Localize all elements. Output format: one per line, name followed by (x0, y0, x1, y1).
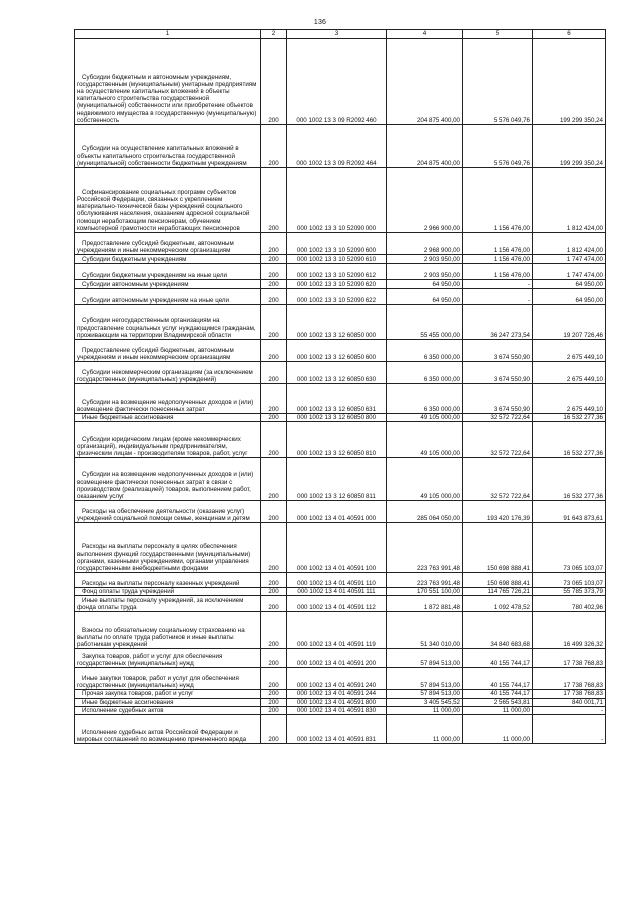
table-row (75, 501, 606, 523)
item-name: Иные бюджетные ассигнования (75, 414, 261, 422)
item-name: Софинансирование социальных программ субъектов Российской Федерации, связанных с укреплением материально-технической базы учреждений социального обслуживания населения, оказанием адресной социальной помощи неработающим пенсионерам, обучением компьютерной грамотности неработающих пенсионеров (75, 168, 261, 233)
approved-amount: 49 105 000,00 (387, 458, 463, 501)
executed-amount: 3 674 550,90 (463, 340, 533, 362)
item-name: Предоставление субсидий бюджетным, автономным учреждениям и иным некоммерческим организациям (75, 233, 261, 255)
table-row (75, 649, 606, 668)
line-code: 200 (261, 690, 287, 698)
unexecuted-amount: 19 207 726,46 (533, 305, 606, 340)
executed-amount: 2 565 543,81 (463, 698, 533, 706)
item-name: Иные бюджетные ассигнования (75, 698, 261, 706)
approved-amount: 3 405 545,52 (387, 698, 463, 706)
budget-classification-code: 000 1002 13 3 10 52090 620 (287, 280, 387, 289)
line-code: 200 (261, 233, 287, 255)
approved-amount: 6 350 000,00 (387, 384, 463, 414)
approved-amount: 6 350 000,00 (387, 340, 463, 362)
unexecuted-amount: 17 738 768,83 (533, 690, 606, 698)
unexecuted-amount: 199 299 350,24 (533, 39, 606, 125)
approved-amount: 1 872 881,48 (387, 596, 463, 612)
executed-amount: 40 155 744,17 (463, 649, 533, 668)
line-code: 200 (261, 39, 287, 125)
line-code: 200 (261, 362, 287, 384)
budget-classification-code: 000 1002 13 3 12 60850 630 (287, 362, 387, 384)
item-name: Субсидии бюджетным и автономным учреждениям, государственным (муниципальным) унитарным предприятиям на осуществление капитальных вложений в объекты капитального строительства государственной (муниципальной) собственности или приобретение объектов недвижимого имущества в государственную (муниципальную) собственность (75, 39, 261, 125)
approved-amount: 285 064 050,00 (387, 501, 463, 523)
budget-classification-code: 000 1002 13 4 01 40591 112 (287, 596, 387, 612)
executed-amount: - (463, 280, 533, 289)
item-name: Иные выплаты персоналу учреждений, за исключением фонда оплаты труда (75, 596, 261, 612)
unexecuted-amount: 91 643 873,61 (533, 501, 606, 523)
unexecuted-amount: - (533, 706, 606, 714)
table-row (75, 612, 606, 649)
budget-classification-code: 000 1002 13 4 01 40591 110 (287, 573, 387, 588)
unexecuted-amount: 64 950,00 (533, 280, 606, 289)
budget-classification-code: 000 1002 13 4 01 40591 000 (287, 501, 387, 523)
line-code: 200 (261, 596, 287, 612)
unexecuted-amount: 17 738 768,83 (533, 668, 606, 690)
table-row (75, 168, 606, 233)
executed-amount: 5 576 049,76 (463, 39, 533, 125)
approved-amount: 51 340 010,00 (387, 612, 463, 649)
executed-amount: 32 572 722,64 (463, 414, 533, 422)
item-name: Субсидии бюджетным учреждениям (75, 255, 261, 264)
approved-amount: 2 968 900,00 (387, 233, 463, 255)
item-name: Субсидии автономным учреждениям на иные цели (75, 289, 261, 305)
item-name: Субсидии на осуществление капитальных вложений в объекты капитального строительства государственной (муниципальной) собственности бюджетным учреждениям (75, 125, 261, 168)
table-row (75, 305, 606, 340)
executed-amount: 1 156 476,00 (463, 233, 533, 255)
approved-amount: 64 950,00 (387, 289, 463, 305)
table-row (75, 414, 606, 422)
table-row (75, 706, 606, 714)
unexecuted-amount: - (533, 715, 606, 744)
executed-amount: 36 247 273,54 (463, 305, 533, 340)
table-row (75, 289, 606, 305)
table-row (75, 384, 606, 414)
line-code: 200 (261, 289, 287, 305)
item-name: Субсидии негосударственным организациям на предоставление социальных услуг нуждающимся гражданам, проживающим на территории Владимирской области (75, 305, 261, 340)
budget-classification-code: 000 1002 13 3 09 R2092 464 (287, 125, 387, 168)
approved-amount: 57 894 513,00 (387, 690, 463, 698)
approved-amount: 204 875 400,00 (387, 39, 463, 125)
table-row (75, 264, 606, 280)
approved-amount: 49 105 000,00 (387, 422, 463, 458)
executed-amount: 1 156 476,00 (463, 255, 533, 264)
executed-amount: 5 576 049,76 (463, 125, 533, 168)
unexecuted-amount: 2 675 449,10 (533, 384, 606, 414)
line-code: 200 (261, 501, 287, 523)
approved-amount: 57 894 513,00 (387, 649, 463, 668)
approved-amount: 170 551 100,00 (387, 588, 463, 596)
item-name: Субсидии автономным учреждениям (75, 280, 261, 289)
approved-amount: 64 950,00 (387, 280, 463, 289)
line-code: 200 (261, 414, 287, 422)
page-number: 136 (313, 19, 327, 26)
unexecuted-amount: 1 812 424,00 (533, 233, 606, 255)
budget-classification-code: 000 1002 13 4 01 40591 119 (287, 612, 387, 649)
budget-classification-code: 000 1002 13 3 10 52090 600 (287, 233, 387, 255)
executed-amount: 114 765 726,21 (463, 588, 533, 596)
table-row (75, 668, 606, 690)
approved-amount: 2 903 950,00 (387, 255, 463, 264)
table-row (75, 458, 606, 501)
column-number-header (75, 30, 606, 39)
unexecuted-amount: 16 532 277,36 (533, 422, 606, 458)
approved-amount: 6 350 000,00 (387, 362, 463, 384)
unexecuted-amount: 199 299 350,24 (533, 125, 606, 168)
unexecuted-amount: 840 001,71 (533, 698, 606, 706)
approved-amount: 204 875 400,00 (387, 125, 463, 168)
item-name: Фонд оплаты труда учреждений (75, 588, 261, 596)
unexecuted-amount: 780 402,96 (533, 596, 606, 612)
budget-report-table (74, 29, 606, 744)
approved-amount: 2 966 900,00 (387, 168, 463, 233)
approved-amount: 223 763 991,48 (387, 573, 463, 588)
table-row (75, 125, 606, 168)
budget-classification-code: 000 1002 13 4 01 40591 800 (287, 698, 387, 706)
budget-classification-code: 000 1002 13 3 10 52090 610 (287, 255, 387, 264)
line-code: 200 (261, 715, 287, 744)
budget-classification-code: 000 1002 13 4 01 40591 111 (287, 588, 387, 596)
unexecuted-amount: 55 785 373,79 (533, 588, 606, 596)
approved-amount: 223 763 991,48 (387, 523, 463, 573)
table-row (75, 588, 606, 596)
item-name: Исполнение судебных актов (75, 706, 261, 714)
line-code: 200 (261, 264, 287, 280)
executed-amount: 3 674 550,90 (463, 384, 533, 414)
item-name: Субсидии некоммерческим организациям (за исключением государственных (муниципальных) учреждений) (75, 362, 261, 384)
budget-classification-code: 000 1002 13 4 01 40591 200 (287, 649, 387, 668)
budget-classification-code: 000 1002 13 4 01 40591 830 (287, 706, 387, 714)
approved-amount: 11 000,00 (387, 706, 463, 714)
approved-amount: 49 105 000,00 (387, 414, 463, 422)
report-body (75, 39, 606, 744)
unexecuted-amount: 64 950,00 (533, 289, 606, 305)
executed-amount: 150 698 888,41 (463, 523, 533, 573)
column-header-1: 1 (75, 30, 261, 39)
budget-classification-code: 000 1002 13 4 01 40591 244 (287, 690, 387, 698)
unexecuted-amount: 1 747 474,00 (533, 264, 606, 280)
approved-amount: 57 894 513,00 (387, 668, 463, 690)
budget-classification-code: 000 1002 13 3 10 52090 612 (287, 264, 387, 280)
unexecuted-amount: 73 065 103,07 (533, 573, 606, 588)
line-code: 200 (261, 573, 287, 588)
budget-classification-code: 000 1002 13 3 10 52090 622 (287, 289, 387, 305)
budget-classification-code: 000 1002 13 3 12 60850 600 (287, 340, 387, 362)
item-name: Расходы на обеспечение деятельности (оказание услуг) учреждений социальной помощи семье, женщинам и детям (75, 501, 261, 523)
executed-amount: 150 698 888,41 (463, 573, 533, 588)
column-header-4: 4 (387, 30, 463, 39)
unexecuted-amount: 1 812 424,00 (533, 168, 606, 233)
executed-amount: 40 155 744,17 (463, 668, 533, 690)
unexecuted-amount: 16 532 277,36 (533, 414, 606, 422)
budget-classification-code: 000 1002 13 3 12 60850 800 (287, 414, 387, 422)
item-name: Прочая закупка товаров, работ и услуг (75, 690, 261, 698)
line-code: 200 (261, 168, 287, 233)
executed-amount: - (463, 289, 533, 305)
budget-classification-code: 000 1002 13 4 01 40591 831 (287, 715, 387, 744)
table-row (75, 39, 606, 125)
item-name: Расходы на выплаты персоналу в целях обеспечения выполнения функций государственными (муниципальными) органами, казенными учреждениями, органами управления государственными внебюджетными фондами (75, 523, 261, 573)
item-name: Взносы по обязательному социальному страхованию на выплаты по оплате труда работников и иные выплаты работникам учреждений (75, 612, 261, 649)
executed-amount: 1 156 476,00 (463, 168, 533, 233)
budget-classification-code: 000 1002 13 3 12 60850 631 (287, 384, 387, 414)
executed-amount: 1 156 476,00 (463, 264, 533, 280)
executed-amount: 32 572 722,64 (463, 458, 533, 501)
table-row (75, 362, 606, 384)
approved-amount: 2 903 950,00 (387, 264, 463, 280)
line-code: 200 (261, 422, 287, 458)
executed-amount: 193 420 176,39 (463, 501, 533, 523)
item-name: Субсидии бюджетным учреждениям на иные цели (75, 264, 261, 280)
table-row (75, 340, 606, 362)
item-name: Субсидии на возмещение недополученных доходов и (или) возмещение фактически понесенных затрат в связи с производством (реализацией) товаров, выполнением работ, оказанием услуг (75, 458, 261, 501)
unexecuted-amount: 2 675 449,10 (533, 340, 606, 362)
line-code: 200 (261, 384, 287, 414)
line-code: 200 (261, 668, 287, 690)
executed-amount: 1 092 478,52 (463, 596, 533, 612)
line-code: 200 (261, 588, 287, 596)
item-name: Расходы на выплаты персоналу казенных учреждений (75, 573, 261, 588)
line-code: 200 (261, 612, 287, 649)
column-header-5: 5 (463, 30, 533, 39)
budget-classification-code: 000 1002 13 4 01 40591 100 (287, 523, 387, 573)
table-row (75, 233, 606, 255)
budget-classification-code: 000 1002 13 4 01 40591 240 (287, 668, 387, 690)
line-code: 200 (261, 255, 287, 264)
column-header-6: 6 (533, 30, 606, 39)
executed-amount: 3 674 550,90 (463, 362, 533, 384)
item-name: Субсидии юридическим лицам (кроме некоммерческих организаций), индивидуальным предпринимателям, физическим лицам - производителям товаров, работ, услуг (75, 422, 261, 458)
executed-amount: 40 155 744,17 (463, 690, 533, 698)
table-row (75, 523, 606, 573)
table-row (75, 698, 606, 706)
budget-classification-code: 000 1002 13 3 12 60850 811 (287, 458, 387, 501)
item-name: Исполнение судебных актов Российской Федерации и мировых соглашений по возмещению причиненного вреда (75, 715, 261, 744)
unexecuted-amount: 16 499 326,32 (533, 612, 606, 649)
column-header-3: 3 (287, 30, 387, 39)
budget-classification-code: 000 1002 13 3 09 R2092 460 (287, 39, 387, 125)
column-header-2: 2 (261, 30, 287, 39)
executed-amount: 34 840 683,68 (463, 612, 533, 649)
unexecuted-amount: 17 738 768,83 (533, 649, 606, 668)
table-row (75, 690, 606, 698)
line-code: 200 (261, 458, 287, 501)
budget-classification-code: 000 1002 13 3 12 60850 810 (287, 422, 387, 458)
approved-amount: 11 000,00 (387, 715, 463, 744)
table-row (75, 280, 606, 289)
line-code: 200 (261, 649, 287, 668)
budget-classification-code: 000 1002 13 3 10 52090 000 (287, 168, 387, 233)
table-row (75, 596, 606, 612)
table-row (75, 422, 606, 458)
unexecuted-amount: 1 747 474,00 (533, 255, 606, 264)
item-name: Предоставление субсидий бюджетным, автономным учреждениям и иным некоммерческим организациям (75, 340, 261, 362)
budget-classification-code: 000 1002 13 3 12 60850 000 (287, 305, 387, 340)
executed-amount: 32 572 722,64 (463, 422, 533, 458)
line-code: 200 (261, 340, 287, 362)
unexecuted-amount: 16 532 277,36 (533, 458, 606, 501)
line-code: 200 (261, 305, 287, 340)
line-code: 200 (261, 523, 287, 573)
line-code: 200 (261, 280, 287, 289)
line-code: 200 (261, 698, 287, 706)
item-name: Иные закупки товаров, работ и услуг для обеспечения государственных (муниципальных) нужд (75, 668, 261, 690)
line-code: 200 (261, 706, 287, 714)
executed-amount: 11 000,00 (463, 715, 533, 744)
executed-amount: 11 000,00 (463, 706, 533, 714)
table-row (75, 715, 606, 744)
unexecuted-amount: 2 675 449,10 (533, 362, 606, 384)
approved-amount: 55 455 000,00 (387, 305, 463, 340)
unexecuted-amount: 73 065 103,07 (533, 523, 606, 573)
item-name: Закупка товаров, работ и услуг для обеспечения государственных (муниципальных) нужд (75, 649, 261, 668)
table-row (75, 255, 606, 264)
line-code: 200 (261, 125, 287, 168)
item-name: Субсидии на возмещение недополученных доходов и (или) возмещение фактически понесенных затрат (75, 384, 261, 414)
table-row (75, 573, 606, 588)
